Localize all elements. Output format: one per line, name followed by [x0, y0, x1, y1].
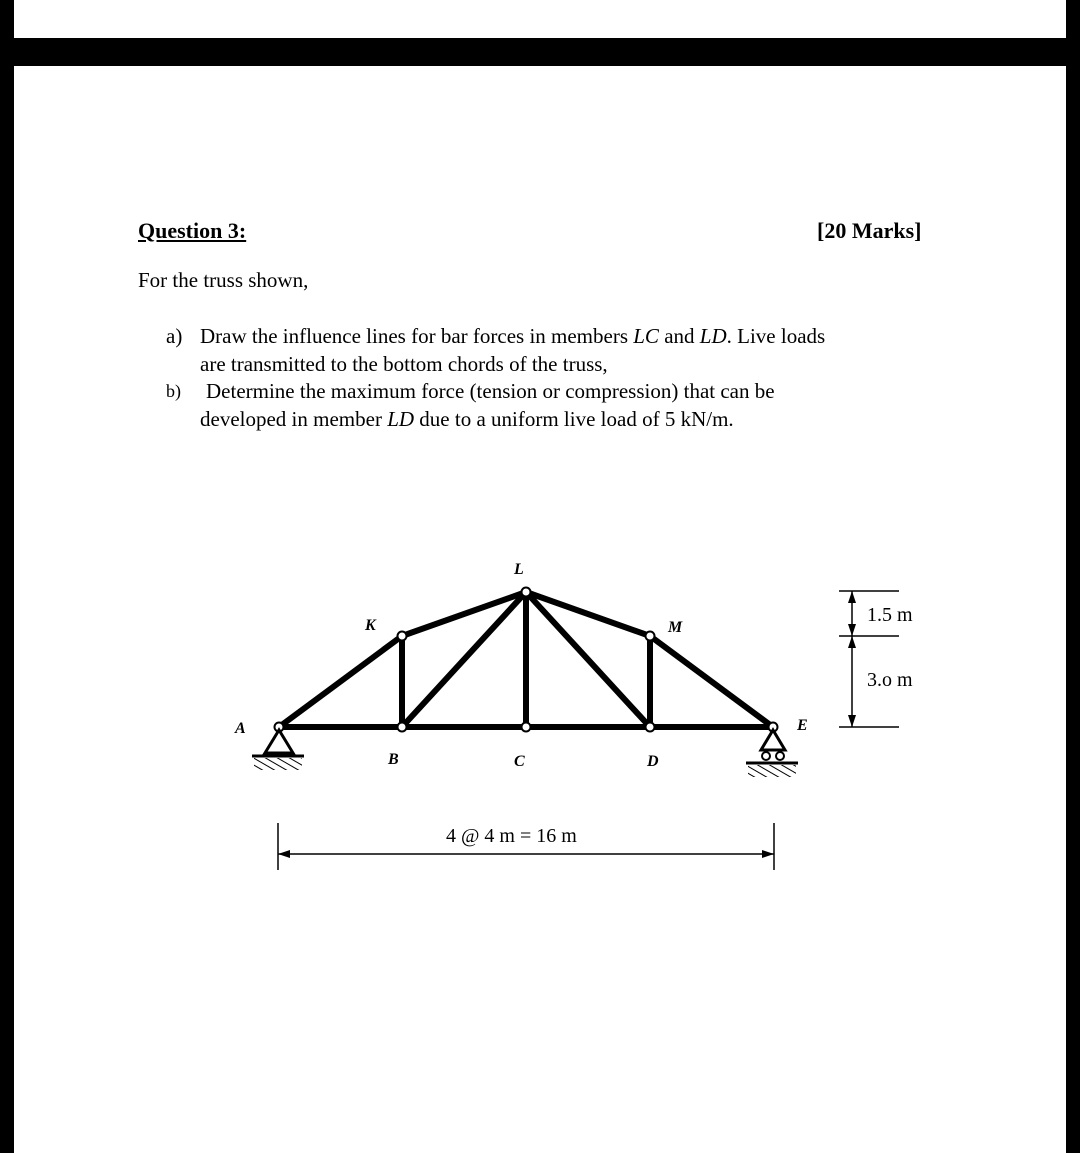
node-label-d: D	[647, 753, 659, 770]
node-label-m: M	[668, 619, 683, 636]
member-ld-b: LD	[387, 407, 415, 431]
node-label-a: A	[235, 720, 246, 737]
height-arrow-2	[848, 624, 856, 636]
member-lc: LC	[633, 324, 659, 348]
part-a-text-2: and	[658, 324, 700, 348]
question-intro: For the truss shown,	[138, 268, 309, 292]
joint-d	[646, 723, 655, 732]
part-b-marker: b)	[166, 381, 181, 401]
node-label-l: L	[514, 561, 524, 578]
part-a-text-3: . Live loads	[726, 324, 826, 348]
part-a-marker: a)	[166, 324, 183, 348]
roller-wheel-1	[762, 752, 770, 760]
span-dimension-label: 4 @ 4 m = 16 m	[446, 825, 577, 847]
height-arrow-4	[848, 715, 856, 727]
part-b-text-1: developed in member	[200, 407, 388, 431]
truss-diagram	[14, 66, 1066, 1153]
member-a-k	[279, 636, 402, 727]
joint-m	[646, 632, 655, 641]
pin-support-triangle	[265, 730, 293, 753]
top-page-strip	[14, 0, 1066, 38]
node-label-c: C	[514, 753, 525, 770]
joint-k	[398, 632, 407, 641]
part-a-line-2: are transmitted to the bottom chords of the truss,	[200, 352, 608, 376]
height-arrow-3	[848, 636, 856, 648]
pin-support-hatch	[254, 758, 302, 770]
roller-support-hatch	[748, 765, 796, 777]
part-b-line-1: Determine the maximum force (tension or compression) that can be	[206, 379, 775, 403]
roller-support-e	[746, 730, 798, 777]
truss-members	[279, 592, 773, 727]
member-ld: LD	[699, 324, 727, 348]
joint-c	[522, 723, 531, 732]
document-page	[14, 66, 1066, 1153]
node-label-e: E	[797, 717, 808, 734]
question-marks: [20 Marks]	[817, 218, 922, 243]
part-a-text-1: Draw the influence lines for bar forces in members	[200, 324, 634, 348]
height-lower-label: 3.o m	[867, 669, 913, 691]
span-arrow-right	[762, 850, 774, 858]
joint-l	[522, 588, 531, 597]
roller-wheel-2	[776, 752, 784, 760]
roller-support-triangle	[761, 730, 785, 750]
member-m-e	[650, 636, 773, 727]
span-arrow-left	[278, 850, 290, 858]
joint-b	[398, 723, 407, 732]
node-label-b: B	[388, 751, 399, 768]
part-b-text-2: due to a uniform live load of 5 kN/m.	[414, 407, 734, 431]
question-title: Question 3:	[138, 218, 247, 243]
height-arrow-1	[848, 591, 856, 603]
height-upper-label: 1.5 m	[867, 604, 913, 626]
pin-support-a	[252, 730, 304, 770]
node-label-k: K	[365, 617, 376, 634]
